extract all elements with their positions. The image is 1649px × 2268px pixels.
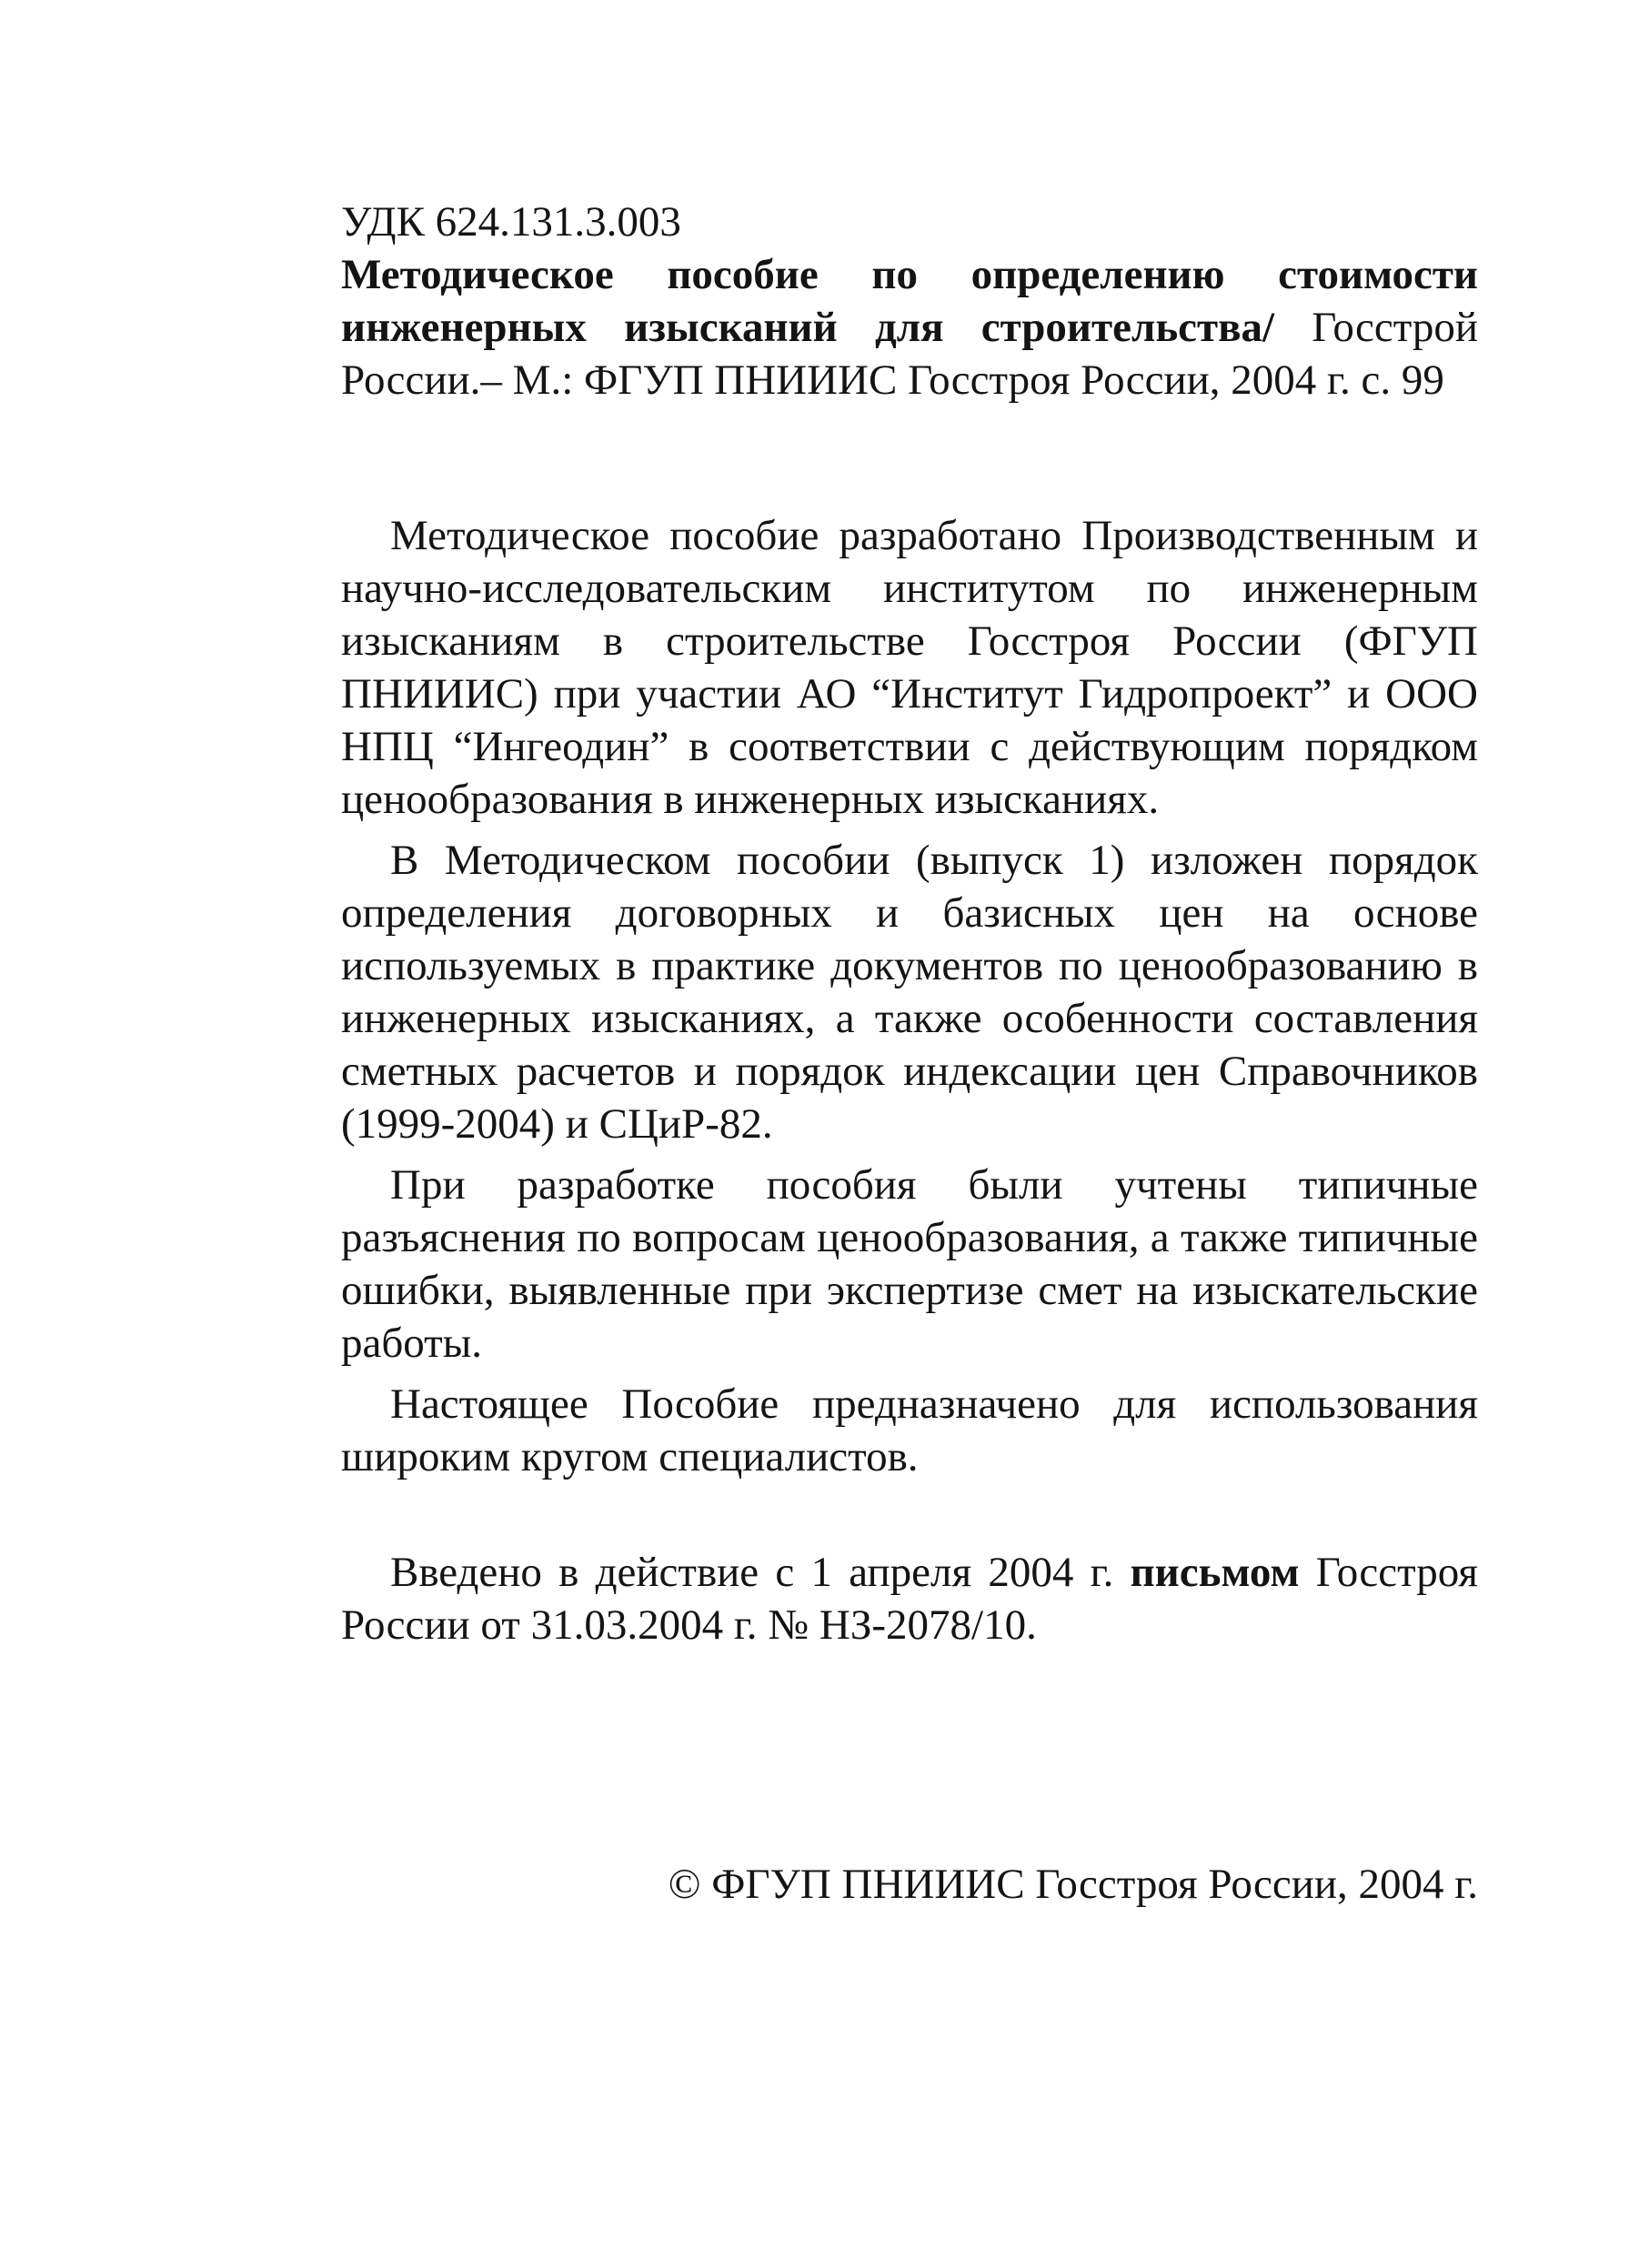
- bibliographic-publisher: Госстрой России.– М.: ФГУП ПНИИИС Госстроя России, 2004 г. с. 99: [341, 304, 1478, 404]
- paragraph-audience: Настоящее Пособие предназначено для использования широким кругом специалистов.: [341, 1380, 1478, 1480]
- description-section: [341, 509, 1478, 1483]
- introduction-part-2: письмом: [1130, 1549, 1300, 1596]
- paragraph-developer: Методическое пособие разработано Производственным и научно-исследовательским институтом по инженерным изысканиям в строительстве Госстроя России (ФГУП ПНИИИС) при участии АО “Институт Гидропроект” и ООО НПЦ “Ингеодин” в соответствии с действующим порядком ценообразования в инженерных изысканиях.: [341, 512, 1478, 823]
- paragraph-content: В Методическом пособии (выпуск 1) изложен порядок определения договорных и базисных цен на основе используемых в практике документов по ценообразованию в инженерных изысканиях, а также особенности составления сметных расчетов и порядок индексации цен Справочников (1999-2004) и СЦиР-82.: [341, 837, 1478, 1148]
- paragraph-clarifications: При разработке пособия были учтены типичные разъяснения по вопросам ценообразования, а также типичные ошибки, выявленные при экспертизе смет на изыскательские работы.: [341, 1161, 1478, 1367]
- introduction-part-1: Введено в действие с 1 апреля 2004 г.: [390, 1549, 1131, 1596]
- bibliographic-title: Методическое пособие по определению стоимости инженерных изысканий для строительства/: [341, 251, 1478, 351]
- introduction-text: [341, 1546, 1478, 1651]
- introduction-note: [341, 1546, 1478, 1651]
- bibliographic-description: [341, 248, 1478, 406]
- copyright-notice: © ФГУП ПНИИИС Госстроя России, 2004 г.: [668, 1861, 1478, 1908]
- introduction-part-3: Госстроя России от 31.03.2004 г. № НЗ-2078/10.: [341, 1549, 1478, 1649]
- udk-code: УДК 624.131.3.003: [341, 198, 681, 246]
